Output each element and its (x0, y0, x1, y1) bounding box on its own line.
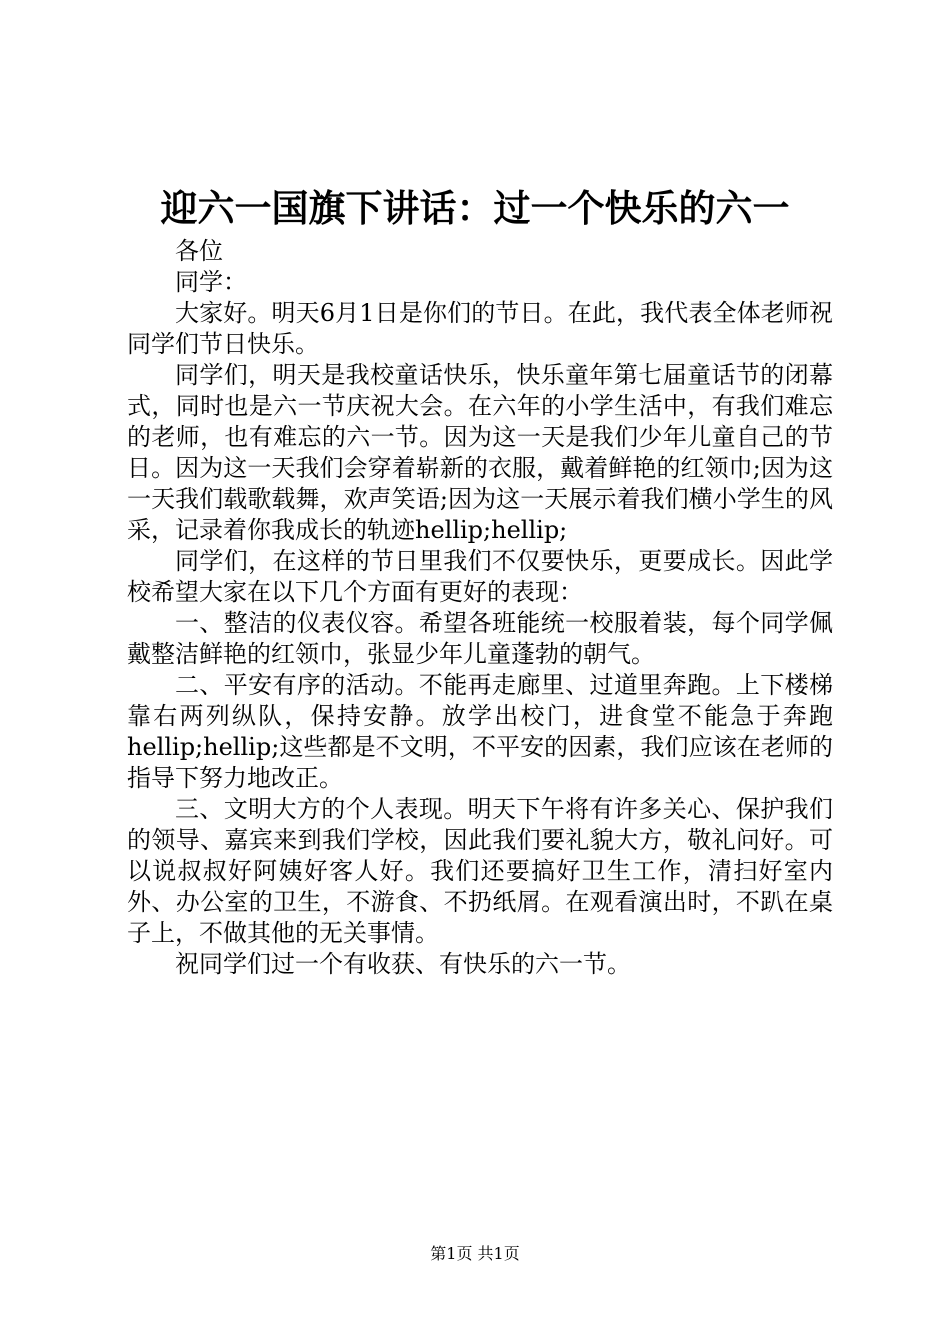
document-body (127, 236, 833, 980)
paragraph-greeting-2: 同学： (175, 268, 247, 296)
paragraph-greeting-1: 各位 (175, 237, 223, 265)
paragraph-intro: 大家好。明天6月1日是你们的节日。在此，我代表全体老师祝同学们节日快乐。 (127, 299, 833, 358)
document-title: 迎六一国旗下讲话：过一个快乐的六一 (160, 186, 790, 230)
paragraph-expectations: 同学们，在这样的节日里我们不仅要快乐，更要成长。因此学校希望大家在以下几个方面有更好的表现： (127, 547, 833, 606)
paragraph-point-2: 二、平安有序的活动。不能再走廊里、过道里奔跑。上下楼梯靠右两列纵队，保持安静。放学出校门，进食堂不能急于奔跑hellip;hellip;这些都是不文明，不平安的因素，我们应该在老师的指导下努力地改正。 (127, 671, 833, 792)
paragraph-festival: 同学们，明天是我校童话快乐，快乐童年第七届童话节的闭幕式，同时也是六一节庆祝大会。在六年的小学生活中，有我们难忘的老师，也有难忘的六一节。因为这一天是我们少年儿童自己的节日。因为这一天我们会穿着崭新的衣服，戴着鲜艳的红领巾;因为这一天我们载歌载舞，欢声笑语;因为这一天展示着我们横小学生的风采，记录着你我成长的轨迹hellip;hellip; (127, 361, 833, 544)
page-footer: 第1页 共1页 (430, 1244, 520, 1263)
paragraph-point-3: 三、文明大方的个人表现。明天下午将有许多关心、保护我们的领导、嘉宾来到我们学校，因此我们要礼貌大方，敬礼问好。可以说叔叔好阿姨好客人好。我们还要搞好卫生工作，清扫好室内外、办公室的卫生，不游食、不扔纸屑。在观看演出时，不趴在桌子上，不做其他的无关事情。 (127, 795, 833, 947)
paragraph-point-1: 一、整洁的仪表仪容。希望各班能统一校服着装，每个同学佩戴整洁鲜艳的红领巾，张显少年儿童蓬勃的朝气。 (127, 609, 833, 668)
paragraph-closing: 祝同学们过一个有收获、有快乐的六一节。 (175, 950, 631, 978)
